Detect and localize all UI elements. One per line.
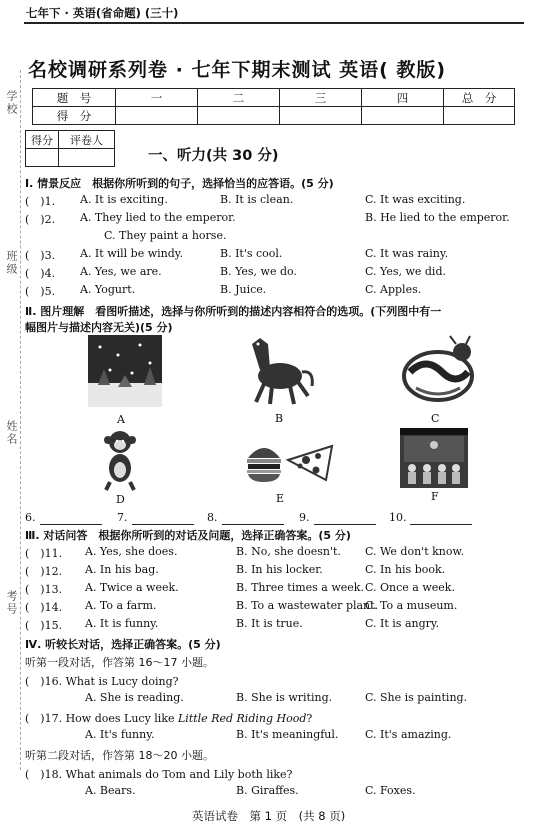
picture-c-dragon — [396, 332, 480, 408]
section-4-heading: Ⅳ. 听较长对话，选择正确答案。(5 分) — [25, 638, 221, 651]
picture-e-label: E — [276, 492, 285, 505]
picture-f-stage-show — [400, 428, 468, 488]
q17-stem-text: ( )17. How does Lucy like — [25, 712, 178, 725]
q13-option-c[interactable]: C. Once a week. — [365, 581, 455, 594]
score-cell-2[interactable] — [198, 107, 280, 125]
grader-table — [25, 130, 115, 167]
q14-option-a[interactable]: A. To a farm. — [85, 599, 157, 612]
q18-option-b[interactable]: B. Giraffes. — [236, 784, 299, 797]
q1-option-b[interactable]: B. It is clean. — [220, 193, 294, 206]
page-title: 名校调研系列卷 · 七年下期末测试 英语( 教版) — [28, 59, 447, 81]
q1-number: ( )1. — [25, 195, 56, 208]
q18-stem: ( )18. What animals do Tom and Lily both like? — [25, 768, 293, 781]
q17-option-c[interactable]: C. It's amazing. — [365, 728, 452, 741]
q3-option-b[interactable]: B. It's cool. — [220, 247, 283, 260]
q3-option-c[interactable]: C. It was rainy. — [365, 247, 449, 260]
q17-option-b[interactable]: B. It's meaningful. — [236, 728, 339, 741]
picture-e-burger-pizza — [244, 436, 336, 488]
score-table — [32, 88, 515, 125]
q17-stem-end: ? — [306, 712, 313, 725]
q4-option-c[interactable]: C. Yes, we did. — [365, 265, 446, 278]
q13-option-b[interactable]: B. Three times a week. — [236, 581, 364, 594]
q17-book-title: Little Red Riding Hood — [178, 712, 307, 725]
q14-number: ( )14. — [25, 601, 63, 614]
score-header-total: 总 分 — [444, 89, 515, 107]
grader-reviewer-label: 评卷人 — [59, 131, 115, 149]
picture-d-label: D — [116, 493, 125, 506]
side-label-id: 考号 — [5, 590, 18, 616]
q4-number: ( )4. — [25, 267, 56, 280]
q11-number: ( )11. — [25, 547, 63, 560]
blank-7-label: 7. — [117, 511, 128, 524]
score-cell-3[interactable] — [280, 107, 362, 125]
q13-number: ( )13. — [25, 583, 63, 596]
grader-score-label: 得分 — [26, 131, 59, 149]
q5-option-a[interactable]: A. Yogurt. — [80, 283, 136, 296]
header-rule — [24, 22, 524, 24]
part1-title: 一、听力(共 30 分) — [148, 148, 279, 164]
q11-option-c[interactable]: C. We don't know. — [365, 545, 465, 558]
q2-option-c[interactable]: C. They paint a horse. — [104, 229, 227, 242]
score-row-label: 得 分 — [33, 107, 116, 125]
q1-option-c[interactable]: C. It was exciting. — [365, 193, 466, 206]
section-4-part2-instruction: 听第二段对话，作答第 18～20 小题。 — [25, 749, 214, 762]
grader-reviewer-cell[interactable] — [59, 149, 115, 167]
q12-option-c[interactable]: C. In his book. — [365, 563, 446, 576]
q12-option-b[interactable]: B. In his locker. — [236, 563, 323, 576]
q16-option-b[interactable]: B. She is writing. — [236, 691, 333, 704]
q18-option-a[interactable]: A. Bears. — [85, 784, 136, 797]
page-footer: 英语试卷 第 1 页 (共 8 页) — [192, 809, 346, 823]
blank-9-label: 9. — [299, 511, 310, 524]
score-header-item: 题 号 — [33, 89, 116, 107]
section-2-heading: Ⅱ. 图片理解 看图听描述，选择与你所听到的描述内容相符合的选项。(下列图中有一 — [25, 305, 442, 318]
blank-10-label: 10. — [389, 511, 407, 524]
section-4-part1-instruction: 听第一段对话，作答第 16～17 小题。 — [25, 656, 214, 669]
q4-option-b[interactable]: B. Yes, we do. — [220, 265, 297, 278]
grader-score-cell[interactable] — [26, 149, 59, 167]
q18-option-c[interactable]: C. Foxes. — [365, 784, 416, 797]
q5-number: ( )5. — [25, 285, 56, 298]
q15-option-b[interactable]: B. It is true. — [236, 617, 303, 630]
score-cell-4[interactable] — [362, 107, 444, 125]
q11-option-a[interactable]: A. Yes, she does. — [85, 545, 178, 558]
q12-number: ( )12. — [25, 565, 63, 578]
blank-8-label: 8. — [207, 511, 218, 524]
q16-option-a[interactable]: A. She is reading. — [85, 691, 184, 704]
blank-10-line[interactable] — [410, 524, 472, 525]
score-header-1: 一 — [116, 89, 198, 107]
q14-option-c[interactable]: C. To a museum. — [365, 599, 458, 612]
side-label-school: 学校 — [5, 90, 18, 116]
picture-b-label: B — [275, 412, 284, 425]
blank-6-label: 6. — [25, 511, 36, 524]
q12-option-a[interactable]: A. In his bag. — [85, 563, 159, 576]
q3-option-a[interactable]: A. It will be windy. — [80, 247, 184, 260]
side-label-class: 班级 — [5, 250, 18, 276]
picture-f-label: F — [431, 490, 439, 503]
q15-option-a[interactable]: A. It is funny. — [85, 617, 159, 630]
blank-7-line[interactable] — [132, 524, 194, 525]
score-header-3: 三 — [280, 89, 362, 107]
score-header-4: 四 — [362, 89, 444, 107]
q3-number: ( )3. — [25, 249, 56, 262]
q17-option-a[interactable]: A. It's funny. — [85, 728, 155, 741]
section-3-heading: Ⅲ. 对话问答 根据你所听到的对话及问题，选择正确答案。(5 分) — [25, 529, 351, 542]
score-cell-total[interactable] — [444, 107, 515, 125]
picture-a-label: A — [117, 413, 125, 426]
q15-option-c[interactable]: C. It is angry. — [365, 617, 440, 630]
q2-option-b[interactable]: B. He lied to the emperor. — [365, 211, 510, 224]
picture-c-label: C — [431, 412, 440, 425]
section-1-heading: Ⅰ. 情景反应 根据你所听到的句子，选择恰当的应答语。(5 分) — [25, 177, 334, 190]
q11-option-b[interactable]: B. No, she doesn't. — [236, 545, 341, 558]
score-header-2: 二 — [198, 89, 280, 107]
q4-option-a[interactable]: A. Yes, we are. — [80, 265, 162, 278]
picture-d-monkey — [96, 428, 144, 492]
picture-a-snow-scene — [88, 335, 162, 407]
q16-option-c[interactable]: C. She is painting. — [365, 691, 468, 704]
q2-option-a[interactable]: A. They lied to the emperor. — [80, 211, 236, 224]
q5-option-c[interactable]: C. Apples. — [365, 283, 422, 296]
q1-option-a[interactable]: A. It is exciting. — [80, 193, 168, 206]
blank-8-line[interactable] — [222, 524, 284, 525]
blank-6-line[interactable] — [40, 524, 102, 525]
header-label: 七年下 · 英语(省命题) (三十) — [26, 6, 179, 20]
q17-stem — [25, 710, 312, 726]
section-2-heading-cont: 幅图片与描述内容无关)(5 分) — [25, 321, 173, 334]
q16-stem: ( )16. What is Lucy doing? — [25, 675, 179, 688]
score-cell-1[interactable] — [116, 107, 198, 125]
q14-option-b[interactable]: B. To a wastewater plant. — [236, 599, 379, 612]
q5-option-b[interactable]: B. Juice. — [220, 283, 267, 296]
q15-number: ( )15. — [25, 619, 63, 632]
blank-9-line[interactable] — [314, 524, 376, 525]
picture-b-horse — [238, 330, 318, 408]
q13-option-a[interactable]: A. Twice a week. — [85, 581, 179, 594]
side-label-name: 姓名 — [5, 420, 18, 446]
q2-number: ( )2. — [25, 213, 56, 226]
